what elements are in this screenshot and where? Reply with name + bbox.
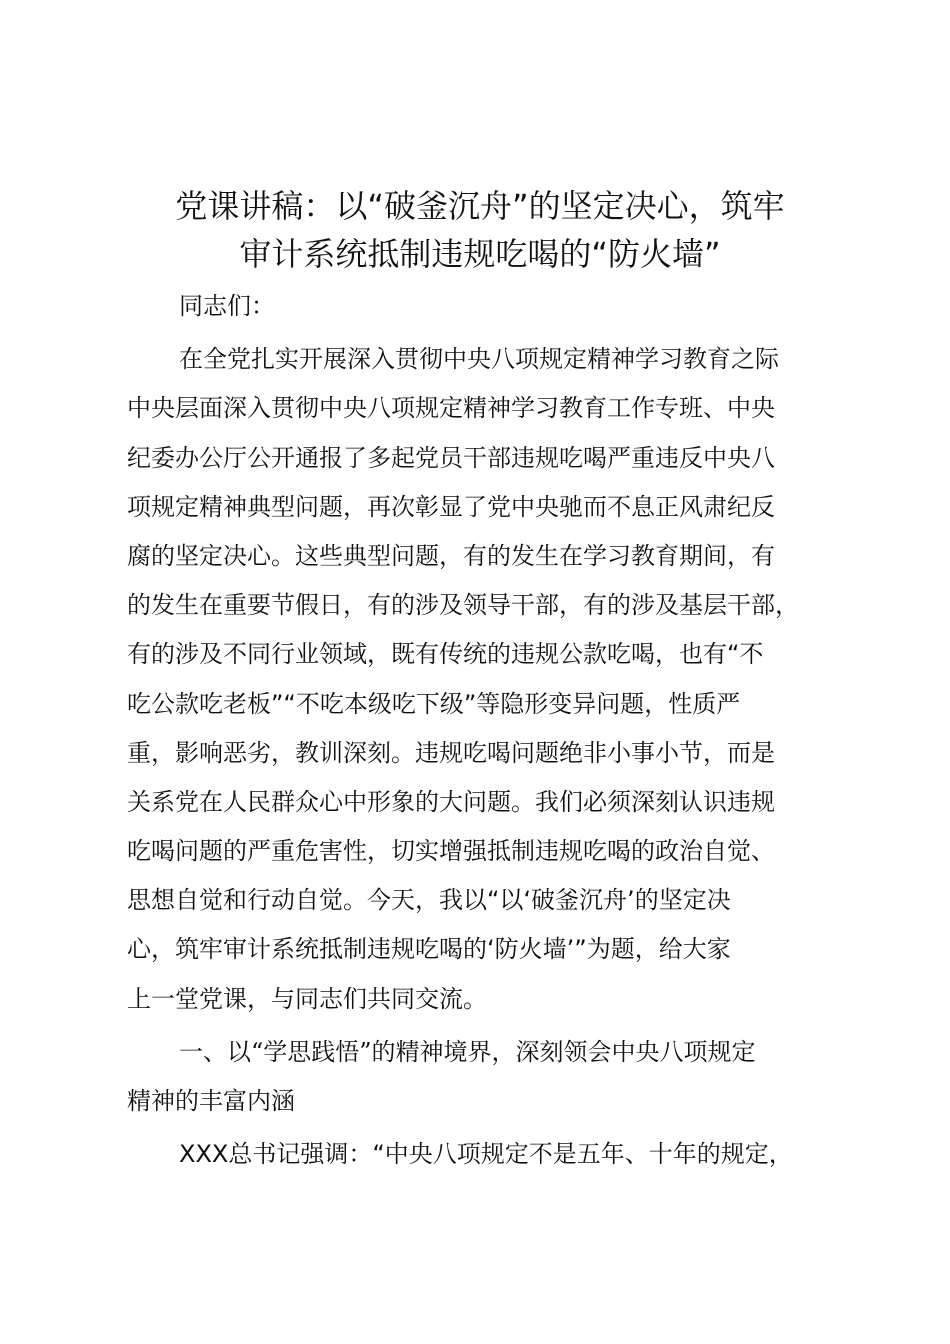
paragraph-line: 有的涉及不同行业领域，既有传统的违规公款吃喝，也有“不 xyxy=(127,640,764,669)
section-heading-line: 精神的丰富内涵 xyxy=(127,1087,295,1115)
paragraph-intro xyxy=(127,335,852,1024)
document-title xyxy=(100,182,860,278)
paragraph-line: 重，影响恶劣，教训深刻。违规吃喝问题绝非小事小节，而是 xyxy=(127,738,775,767)
paragraph-line: 项规定精神典型问题，再次彰显了党中央驰而不息正风肃纪反 xyxy=(127,492,775,521)
title-line-2: 审计系统抵制违规吃喝的“防火墙” xyxy=(239,235,721,273)
paragraph-line: 心，筑牢审计系统抵制违规吃喝的‘防火墙’”为题，给大家 xyxy=(127,935,731,964)
salutation: 同志们： xyxy=(179,292,275,320)
section-heading-line: 一、以“学思践悟”的精神境界，深刻领会中央八项规定 xyxy=(179,1037,756,1066)
quote-line: XXX总书记强调：“中央八项规定不是五年、十年的规定， xyxy=(179,1140,793,1169)
document-body xyxy=(127,282,852,1179)
paragraph-line: 纪委办公厅公开通报了多起党员干部违规吃喝严重违反中央八 xyxy=(127,443,775,472)
paragraph-line: 腐的坚定决心。这些典型问题，有的发生在学习教育期间，有 xyxy=(127,541,775,570)
paragraph-line: 吃公款吃老板”“不吃本级吃下级”等隐形变异问题，性质严 xyxy=(127,689,741,718)
paragraph-line: 上一堂党课，与同志们共同交流。 xyxy=(127,984,487,1013)
paragraph-line: 吃喝问题的严重危害性，切实增强抵制违规吃喝的政治自觉、 xyxy=(127,837,775,866)
title-line-1: 党课讲稿：以“破釜沉舟”的坚定决心，筑牢 xyxy=(175,187,785,225)
paragraph-line: 思想自觉和行动自觉。今天，我以“以‘破釜沉舟’的坚定决 xyxy=(127,886,731,915)
paragraph-line: 在全党扎实开展深入贯彻中央八项规定精神学习教育之际 xyxy=(179,345,779,374)
paragraph-line: 关系党在人民群众心中形象的大问题。我们必须深刻认识违规 xyxy=(127,787,775,816)
section-1-heading xyxy=(127,1028,852,1126)
paragraph-line: 的发生在重要节假日，有的涉及领导干部，有的涉及基层干部， xyxy=(127,591,799,620)
paragraph-line: 中央层面深入贯彻中央八项规定精神学习教育工作专班、中央 xyxy=(127,394,775,423)
